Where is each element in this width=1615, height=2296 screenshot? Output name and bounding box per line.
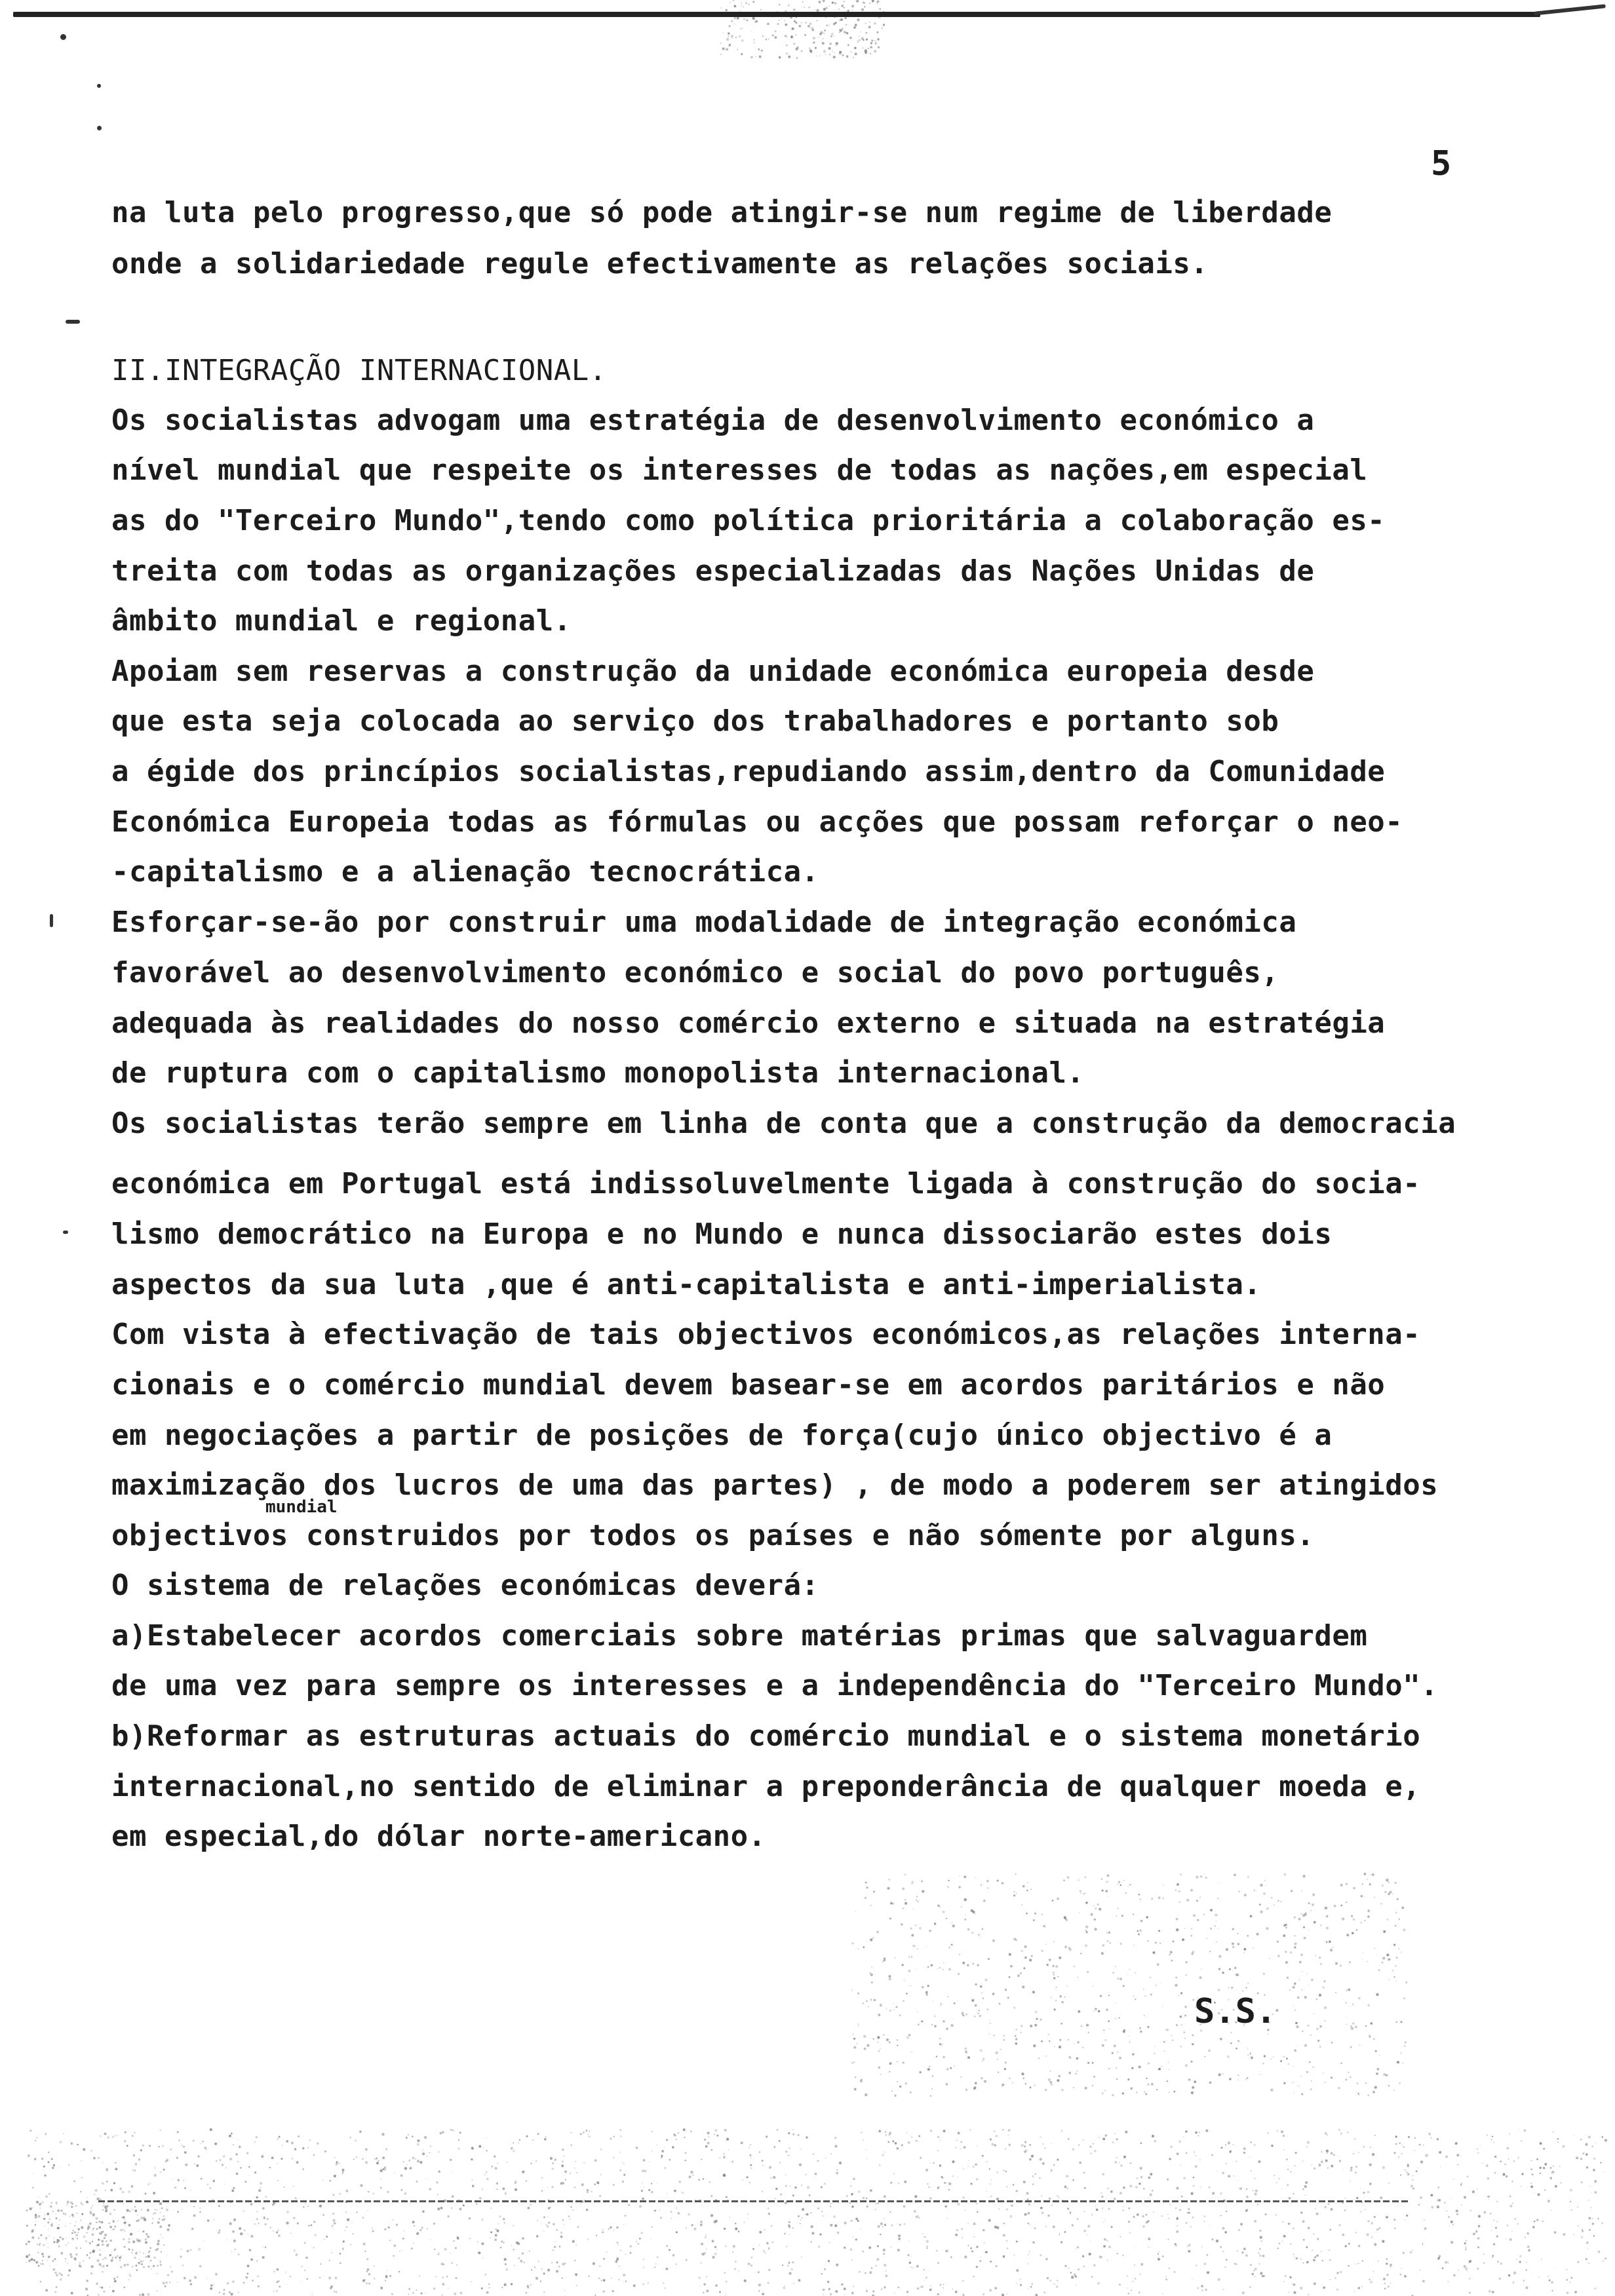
interlinear-note: mundial — [265, 1497, 338, 1517]
text-line: adequada às realidades do nosso comércio externo e situada na estratégia — [111, 1006, 1386, 1040]
text-line: Económica Europeia todas as fórmulas ou acções que possam reforçar o neo- — [111, 805, 1403, 839]
text-line: favorável ao desenvolvimento económico e social do povo português, — [111, 956, 1279, 989]
text-line: O sistema de relações económicas deverá: — [111, 1569, 819, 1602]
text-line: Os socialistas terão sempre em linha de conta que a construção da democracia — [111, 1107, 1456, 1140]
text-line: em negociações a partir de posições de força(cujo único objectivo é a — [111, 1419, 1333, 1452]
text-line: a égide dos princípios socialistas,repudiando assim,dentro da Comunidade — [111, 755, 1386, 788]
text-line: Com vista à efectivação de tais objectivos económicos,as relações interna- — [111, 1318, 1421, 1351]
text-line: onde a solidariedade regule efectivamente as relações sociais. — [111, 247, 1209, 280]
text-line: cionais e o comércio mundial devem basear-se em acordos paritários e não — [111, 1368, 1386, 1402]
text-line: -capitalismo e a alienação tecnocrática. — [111, 855, 819, 889]
margin-mark — [66, 320, 80, 324]
text-line: internacional,no sentido de eliminar a preponderância de qualquer moeda e, — [111, 1770, 1421, 1803]
text-line: Apoiam sem reservas a construção da unidade económica europeia desde — [111, 655, 1315, 688]
text-line: âmbito mundial e regional. — [111, 604, 572, 638]
text-line: b)Reformar as estruturas actuais do comércio mundial e o sistema monetário — [111, 1719, 1421, 1753]
section-heading: II.INTEGRAÇÃO INTERNACIONAL. — [111, 354, 607, 387]
text-line: aspectos da sua luta ,que é anti-capitalista e anti-imperialista. — [111, 1268, 1262, 1301]
signature-initials: S.S. — [1194, 1992, 1277, 2031]
margin-mark — [63, 1231, 68, 1234]
margin-mark — [97, 84, 101, 88]
text-line: de ruptura com o capitalismo monopolista internacional. — [111, 1056, 1085, 1090]
text-line: em especial,do dólar norte-americano. — [111, 1820, 766, 1853]
text-line: que esta seja colocada ao serviço dos trabalhadores e portanto sob — [111, 704, 1279, 738]
text-line: nível mundial que respeite os interesses de todas as nações,em especial — [111, 453, 1368, 487]
text-line: de uma vez para sempre os interesses e a independência do "Terceiro Mundo". — [111, 1669, 1439, 1702]
text-line: económica em Portugal está indissoluvelmente ligada à construção do socia- — [111, 1167, 1421, 1200]
page-number: 5 — [1431, 144, 1452, 183]
margin-mark — [60, 34, 66, 40]
margin-mark — [97, 126, 102, 130]
text-line: Esforçar-se-ão por construir uma modalidade de integração económica — [111, 906, 1297, 939]
bottom-rule — [98, 2200, 1409, 2202]
text-line: na luta pelo progresso,que só pode atingir-se num regime de liberdade — [111, 196, 1333, 229]
text-line: as do "Terceiro Mundo",tendo como política prioritária a colaboração es- — [111, 504, 1386, 537]
text-line: a)Estabelecer acordos comerciais sobre matérias primas que salvaguardem — [111, 1619, 1368, 1653]
margin-mark — [50, 914, 53, 927]
text-line: objectivos construidos por todos os países e não sómente por alguns. — [111, 1519, 1315, 1552]
text-line: lismo democrático na Europa e no Mundo e nunca dissociarão estes dois — [111, 1217, 1333, 1251]
text-line: treita com todas as organizações especializadas das Nações Unidas de — [111, 554, 1315, 588]
text-line: Os socialistas advogam uma estratégia de desenvolvimento económico a — [111, 404, 1315, 437]
top-rule — [13, 12, 1540, 17]
text-line: maximização dos lucros de uma das partes) , de modo a poderem ser atingidos — [111, 1468, 1439, 1502]
